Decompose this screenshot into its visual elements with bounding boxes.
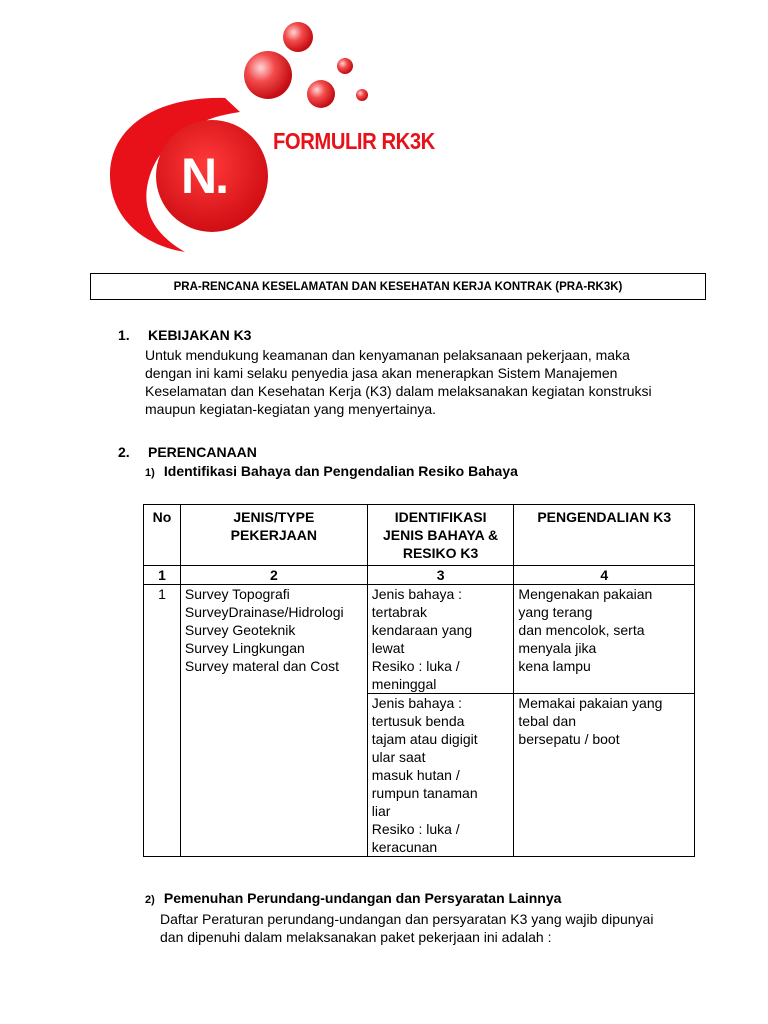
header-identifikasi: IDENTIFIKASI JENIS BAHAYA & RESIKO K3 (367, 505, 514, 566)
job-item: Survey Geoteknik (184, 622, 296, 638)
form-title: FORMULIR RK3K (273, 128, 435, 154)
section-2-heading (118, 444, 257, 460)
section-2-number: 2. (118, 444, 130, 460)
logo-letter: N. (181, 148, 227, 204)
subsection-1-number: 1) (145, 467, 155, 479)
paragraph-line: Daftar Peraturan perundang-undangan dan persyaratan K3 yang wajib dipunyai (160, 911, 654, 927)
hazard-identification-cell: Jenis bahaya : tertusuk benda tajam atau digigit ular saat masuk hutan / rumpun tanaman liar Resiko : luka / keracunan (367, 694, 514, 857)
column-number: 4 (514, 566, 695, 585)
subsection-2-paragraph (160, 910, 700, 946)
header-no: No (144, 505, 181, 566)
paragraph-line: Untuk mendukung keamanan dan kenyamanan pelaksanaan pekerjaan, maka (145, 347, 630, 363)
paragraph-line: maupun kegiatan-kegiatan yang menyertainya. (145, 401, 437, 417)
header-jenis-pekerjaan: JENIS/TYPE PEKERJAAN (180, 505, 367, 566)
section-2-title: PERENCANAAN (148, 444, 257, 460)
hazard-control-cell: Mengenakan pakaian yang terang dan mencolok, serta menyala jika kena lampu (514, 585, 695, 694)
job-item: Survey Lingkungan (184, 640, 305, 656)
table-header-row (144, 505, 695, 566)
table-column-number-row (144, 566, 695, 585)
paragraph-line: dan dipenuhi dalam melaksanakan paket pekerjaan ini adalah : (160, 929, 552, 945)
paragraph-line: dengan ini kami selaku penyedia jasa akan menerapkan Sistem Manajemen (145, 365, 618, 381)
subsection-2-number: 2) (145, 894, 155, 906)
column-number: 1 (144, 566, 181, 585)
job-item: Survey materal dan Cost (184, 658, 339, 674)
header-pengendalian: PENGENDALIAN K3 (514, 505, 695, 566)
subsection-2-title: Pemenuhan Perundang-undangan dan Persyaratan Lainnya (163, 890, 562, 906)
section-1-number: 1. (118, 327, 130, 343)
subsection-1-heading (145, 463, 518, 479)
subsection-1-title: Identifikasi Bahaya dan Pengendalian Resiko Bahaya (163, 463, 518, 479)
job-list-cell (180, 585, 367, 857)
section-1-heading (118, 327, 251, 343)
row-number: 1 (144, 585, 181, 857)
job-item: SurveyDrainase/Hidrologi (184, 604, 344, 620)
column-number: 3 (367, 566, 514, 585)
banner-title: PRA-RENCANA KESELAMATAN DAN KESEHATAN KERJA KONTRAK (PRA-RK3K) (90, 273, 706, 300)
table-row (144, 585, 695, 694)
section-1-title: KEBIJAKAN K3 (148, 327, 252, 343)
job-item: Survey Topografi (184, 586, 290, 602)
hazard-table (143, 504, 695, 857)
section-1-paragraph (145, 346, 693, 418)
subsection-2-heading (145, 890, 561, 906)
paragraph-line: Keselamatan dan Kesehatan Kerja (K3) dalam melaksanakan kegiatan konstruksi (145, 383, 652, 399)
hazard-control-cell: Memakai pakaian yang tebal dan bersepatu / boot (514, 694, 695, 857)
column-number: 2 (180, 566, 367, 585)
hazard-identification-cell: Jenis bahaya : tertabrak kendaraan yang lewat Resiko : luka / meninggal (367, 585, 514, 694)
